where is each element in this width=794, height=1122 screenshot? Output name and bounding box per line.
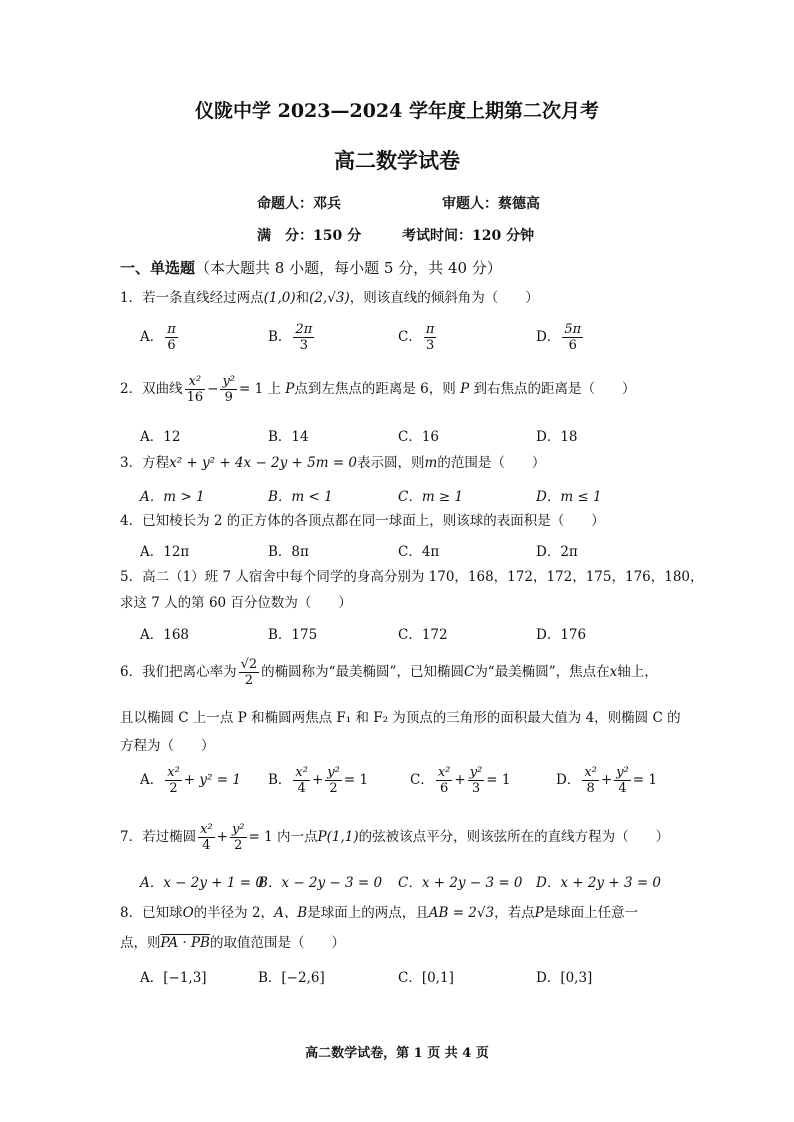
- q1-option-d[interactable]: D． $\frac{5\pi}{6}$: [536, 322, 582, 353]
- q5-option-c[interactable]: C．172: [398, 627, 448, 643]
- q4-option-b[interactable]: B．8π: [268, 544, 309, 560]
- section-heading: [120, 257, 502, 278]
- question-6-line3: 方程为（ ）: [120, 738, 215, 754]
- author-label: 命题人：邓兵: [257, 196, 341, 212]
- section-title: 一、单选题: [120, 259, 196, 277]
- question-2: 2．双曲线 $\frac{\text{x²}}{16}$ − $\frac{\text{y²}}{9}$ = 1 上 P点到左焦点的距离是 6，则 P 到右焦点的距离是（ ）: [120, 374, 636, 405]
- question-5: 5．高二（1）班 7 人宿舍中每个同学的身高分别为 170，168，172，172，175，176，180，: [120, 569, 704, 585]
- q4-option-c[interactable]: C．4π: [398, 544, 440, 560]
- exam-subtitle: 高二数学试卷: [334, 148, 460, 173]
- q2-option-d[interactable]: D．18: [536, 429, 578, 445]
- q1-option-a[interactable]: A． $\frac{\pi}{6}$: [140, 322, 176, 353]
- q3-option-a[interactable]: A．m > 1: [140, 489, 205, 505]
- q7-option-c[interactable]: C．x + 2y − 3 = 0: [398, 875, 523, 891]
- q5-option-a[interactable]: A．168: [140, 627, 190, 643]
- q7-option-a[interactable]: A．x − 2y + 1 = 0: [140, 875, 264, 891]
- question-6-line2: 且以椭圆 C 上一点 P 和椭圆两焦点 F₁ 和 F₂ 为顶点的三角形的面积最大值为 4，则椭圆 C 的: [120, 710, 681, 726]
- exam-title: 仪陇中学 2023—2024 学年度上期第二次月考: [195, 100, 599, 122]
- q6-option-d[interactable]: D． $\frac{\text{x²}}{8}$ + $\frac{\text{y²}}{4}$ = 1: [556, 765, 657, 796]
- q7-option-d[interactable]: D．x + 2y + 3 = 0: [536, 875, 662, 891]
- page-footer: 高二数学试卷，第 1 页 共 4 页: [305, 1046, 489, 1061]
- q8-option-c[interactable]: C．[0,1]: [398, 970, 454, 986]
- time-label: 考试时间：120 分钟: [402, 228, 535, 244]
- question-1: 1．若一条直线经过两点(1,0)和(2,√3)，则该直线的倾斜角为（ ）: [120, 290, 539, 306]
- question-8: 8．已知球O的半径为 2，A、B是球面上的两点，且AB = 2√3，若点P是球面上任意一: [120, 905, 639, 921]
- q8-option-d[interactable]: D．[0,3]: [536, 970, 593, 986]
- q5-option-d[interactable]: D．176: [536, 627, 587, 643]
- q6-option-b[interactable]: B． $\frac{\text{x²}}{4}$ + $\frac{\text{y²}}{2}$ = 1: [268, 765, 369, 796]
- q3-option-c[interactable]: C．m ≥ 1: [398, 489, 464, 505]
- q5-option-b[interactable]: B．175: [268, 627, 318, 643]
- q7-option-b[interactable]: B．x − 2y − 3 = 0: [258, 875, 383, 891]
- q4-option-a[interactable]: A．12π: [140, 544, 190, 560]
- q2-option-b[interactable]: B．14: [268, 429, 309, 445]
- q8-option-a[interactable]: A．[−1,3]: [140, 970, 207, 986]
- question-8-line2: 点，则PA · PB的取值范围是（ ）: [120, 935, 345, 951]
- question-7: 7．若过椭圆 $\frac{\text{x²}}{4}$ + $\frac{\text{y²}}{2}$ = 1 内一点P(1,1)的弦被该点平分，则该弦所在的直线方程为（ ）: [120, 822, 670, 853]
- question-6: 6．我们把离心率为 $\frac{√2}{2}$ 的椭圆称为“最美椭圆”，已知椭圆C为“最美椭圆”，焦点在x轴上，: [120, 657, 658, 688]
- question-3: 3．方程x² + y² + 4x − 2y + 5m = 0表示圆，则m的范围是（ ）: [120, 455, 546, 471]
- q2-option-c[interactable]: C．16: [398, 429, 440, 445]
- reviewer-label: 审题人：蔡德高: [442, 196, 540, 212]
- q1-option-b[interactable]: B． $\frac{2\pi}{3}$: [268, 322, 313, 353]
- q1-option-c[interactable]: C． $\frac{\pi}{3}$: [398, 322, 435, 353]
- question-4: 4．已知棱长为 2 的正方体的各顶点都在同一球面上，则该球的表面积是（ ）: [120, 513, 605, 529]
- q6-option-c[interactable]: C． $\frac{\text{x²}}{6}$ + $\frac{\text{y²}}{3}$ = 1: [410, 765, 511, 796]
- q3-option-d[interactable]: D．m ≤ 1: [536, 489, 602, 505]
- q3-option-b[interactable]: B．m < 1: [268, 489, 333, 505]
- q6-option-a[interactable]: A． $\frac{\text{x²}}{2}$ + y² = 1: [140, 765, 241, 796]
- q8-option-b[interactable]: B．[−2,6]: [258, 970, 325, 986]
- q4-option-d[interactable]: D．2π: [536, 544, 578, 560]
- score-label: 满 分：150 分: [257, 228, 362, 244]
- section-note: （本大题共 8 小题，每小题 5 分，共 40 分）: [195, 259, 502, 277]
- q2-option-a[interactable]: A．12: [140, 429, 181, 445]
- question-5-line2: 求这 7 人的第 60 百分位数为（ ）: [120, 595, 352, 611]
